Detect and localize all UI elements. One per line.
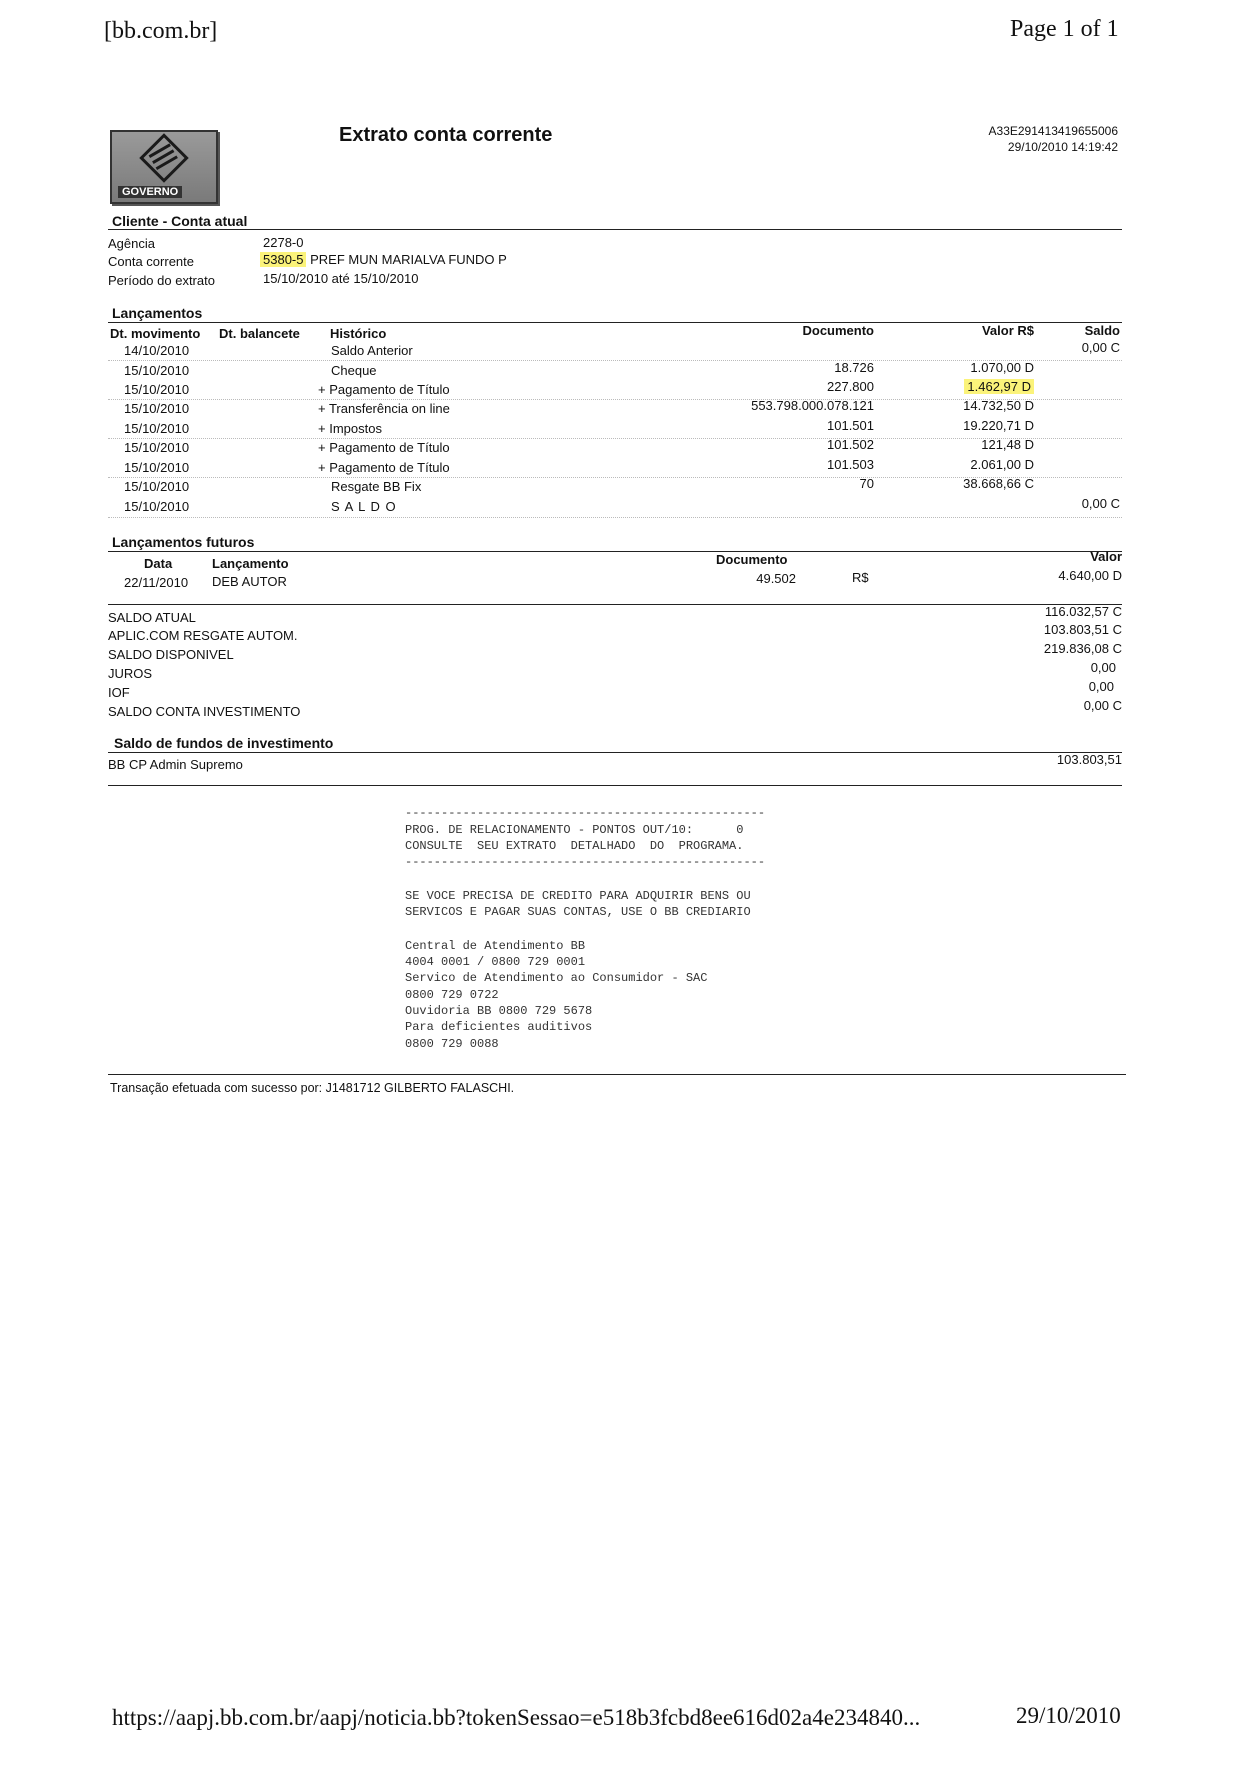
lancamentos-section-title: Lançamentos <box>112 305 203 321</box>
cell-date: 15/10/2010 <box>124 460 190 475</box>
contact-line: 4004 0001 / 0800 729 0001 <box>405 955 586 969</box>
logo-label: GOVERNO <box>118 186 182 198</box>
summary-value: 0,00 <box>1090 660 1116 675</box>
cell-documento: 18.726 <box>834 360 874 375</box>
summary-label: SALDO ATUAL <box>108 610 196 625</box>
contact-line: 0800 729 0088 <box>405 1037 499 1051</box>
print-date: 29/10/2010 <box>1016 1703 1121 1728</box>
contact-line: Central de Atendimento BB <box>405 939 586 953</box>
summary-label: SALDO CONTA INVESTIMENTO <box>108 704 301 719</box>
futuro-data: 22/11/2010 <box>124 575 189 590</box>
table-row <box>0 360 1244 382</box>
cell-historico: Cheque <box>331 363 377 378</box>
divider <box>108 1074 1126 1075</box>
header-dt-balancete: Dt. balancete <box>219 326 300 341</box>
divider <box>108 229 1122 230</box>
transaction-note: Transação efetuada com sucesso por: J1481712 GILBERTO FALASCHI. <box>110 1081 515 1095</box>
table-row <box>0 437 1244 459</box>
conta-label: Conta corrente <box>108 254 194 269</box>
summary-label: SALDO DISPONIVEL <box>108 647 234 662</box>
cell-valor: 14.732,50 D <box>963 398 1034 413</box>
futuros-section-title: Lançamentos futuros <box>112 534 255 550</box>
header-lancamento: Lançamento <box>212 556 289 571</box>
summary-value: 219.836,08 C <box>1043 641 1122 656</box>
cell-historico: Saldo Anterior <box>331 343 413 358</box>
cell-historico: + Pagamento de Título <box>318 440 450 455</box>
prog-message-line: PROG. DE RELACIONAMENTO - PONTOS OUT/10: 0 <box>405 823 744 837</box>
conta-value <box>260 252 507 267</box>
agencia-value: 2278-0 <box>263 235 304 250</box>
cell-historico: Resgate BB Fix <box>331 479 422 494</box>
page-title: Extrato conta corrente <box>339 124 553 146</box>
header-data: Data <box>144 556 173 571</box>
cell-date: 15/10/2010 <box>124 499 190 514</box>
cell-historico: + Pagamento de Título <box>318 460 450 475</box>
conta-number: 5380-5 <box>260 252 306 267</box>
futuro-moeda: R$ <box>852 570 869 585</box>
summary-label: APLIC.COM RESGATE AUTOM. <box>108 628 298 643</box>
summary-value: 116.032,57 C <box>1044 604 1122 619</box>
page-info: Page 1 of 1 <box>1010 16 1119 42</box>
cell-valor: 38.668,66 C <box>963 476 1034 491</box>
cell-valor: 1.070,00 D <box>970 360 1034 375</box>
cell-date: 15/10/2010 <box>124 440 190 455</box>
credit-message-line: SERVICOS E PAGAR SUAS CONTAS, USE O BB CREDIARIO <box>405 905 751 919</box>
fundo-value: 103.803,51 <box>1056 752 1122 767</box>
divider <box>108 752 1122 753</box>
summary-value: 0,00 C <box>1083 698 1122 713</box>
header-futuros-documento: Documento <box>716 552 788 567</box>
cell-date: 15/10/2010 <box>124 382 190 397</box>
credit-message-line: SE VOCE PRECISA DE CREDITO PARA ADQUIRIR BENS OU <box>405 889 751 903</box>
periodo-label: Período do extrato <box>108 273 215 288</box>
cell-date: 15/10/2010 <box>124 421 190 436</box>
cell-date: 15/10/2010 <box>124 479 190 494</box>
cell-date: 14/10/2010 <box>124 343 190 358</box>
cell-documento: 227.800 <box>827 379 874 394</box>
cell-date: 15/10/2010 <box>124 363 190 378</box>
cell-saldo: 0,00 C <box>1081 340 1120 355</box>
document-code: A33E291413419655006 <box>988 124 1118 138</box>
table-row <box>0 398 1244 420</box>
summary-value: 103.803,51 C <box>1043 622 1122 637</box>
document-datetime: 29/10/2010 14:19:42 <box>1007 140 1118 154</box>
futuro-lancamento: DEB AUTOR <box>212 574 287 589</box>
row-separator <box>108 399 1122 400</box>
page-url: https://aapj.bb.com.br/aapj/noticia.bb?tokenSessao=e518b3fcbd8ee616d02a4e234840... <box>112 1705 921 1730</box>
client-section-title: Cliente - Conta atual <box>112 213 248 229</box>
cell-documento: 101.502 <box>827 437 874 452</box>
row-separator <box>108 517 1122 518</box>
agencia-label: Agência <box>108 236 155 251</box>
futuro-valor: 4.640,00 D <box>1058 568 1122 583</box>
dash-line: -------------------------------------------------- <box>405 855 766 869</box>
cell-documento: 101.501 <box>827 418 874 433</box>
periodo-value: 15/10/2010 até 15/10/2010 <box>263 271 419 286</box>
summary-label: IOF <box>108 685 130 700</box>
fundos-section-title: Saldo de fundos de investimento <box>114 735 334 751</box>
table-row <box>0 496 1244 518</box>
cell-valor <box>880 379 1034 394</box>
summary-label: JUROS <box>108 666 153 681</box>
cell-historico: + Impostos <box>318 421 382 436</box>
fundo-name: BB CP Admin Supremo <box>108 757 243 772</box>
header-historico: Histórico <box>330 326 387 341</box>
cell-date: 15/10/2010 <box>124 401 190 416</box>
header-dt-movimento: Dt. movimento <box>110 326 201 341</box>
cell-documento: 70 <box>859 476 874 491</box>
row-separator <box>108 438 1122 439</box>
header-valor: Valor R$ <box>981 323 1034 338</box>
dash-line: -------------------------------------------------- <box>405 806 766 820</box>
header-saldo: Saldo <box>1084 323 1120 338</box>
divider <box>108 604 1122 605</box>
contact-line: 0800 729 0722 <box>405 988 499 1002</box>
summary-value: 0,00 <box>1088 679 1114 694</box>
cell-documento: 553.798.000.078.121 <box>751 398 874 413</box>
contact-line: Para deficientes auditivos <box>405 1020 593 1034</box>
conta-name: PREF MUN MARIALVA FUNDO P <box>310 252 507 267</box>
cell-saldo: 0,00 C <box>1081 496 1120 511</box>
cell-historico: + Transferência on line <box>318 401 450 416</box>
cell-historico: + Pagamento de Título <box>318 382 450 397</box>
prog-message-line: CONSULTE SEU EXTRATO DETALHADO DO PROGRAMA. <box>405 839 744 853</box>
bb-logo <box>110 130 218 204</box>
browser-site: [bb.com.br] <box>104 18 218 44</box>
row-separator <box>108 477 1122 478</box>
divider <box>108 785 1122 786</box>
futuro-documento: 49.502 <box>756 571 796 586</box>
cell-valor: 19.220,71 D <box>963 418 1034 433</box>
contact-line: Ouvidoria BB 0800 729 5678 <box>405 1004 593 1018</box>
header-documento: Documento <box>802 323 874 338</box>
cell-valor: 121,48 D <box>981 437 1034 452</box>
row-separator <box>108 360 1122 361</box>
cell-documento: 101.503 <box>827 457 874 472</box>
divider <box>108 551 1122 552</box>
cell-valor: 2.061,00 D <box>970 457 1034 472</box>
highlighted-valor: 1.462,97 D <box>964 379 1034 394</box>
cell-historico: S A L D O <box>331 499 397 514</box>
contact-line: Servico de Atendimento ao Consumidor - SAC <box>405 971 708 985</box>
header-futuros-valor: Valor <box>1090 549 1122 564</box>
